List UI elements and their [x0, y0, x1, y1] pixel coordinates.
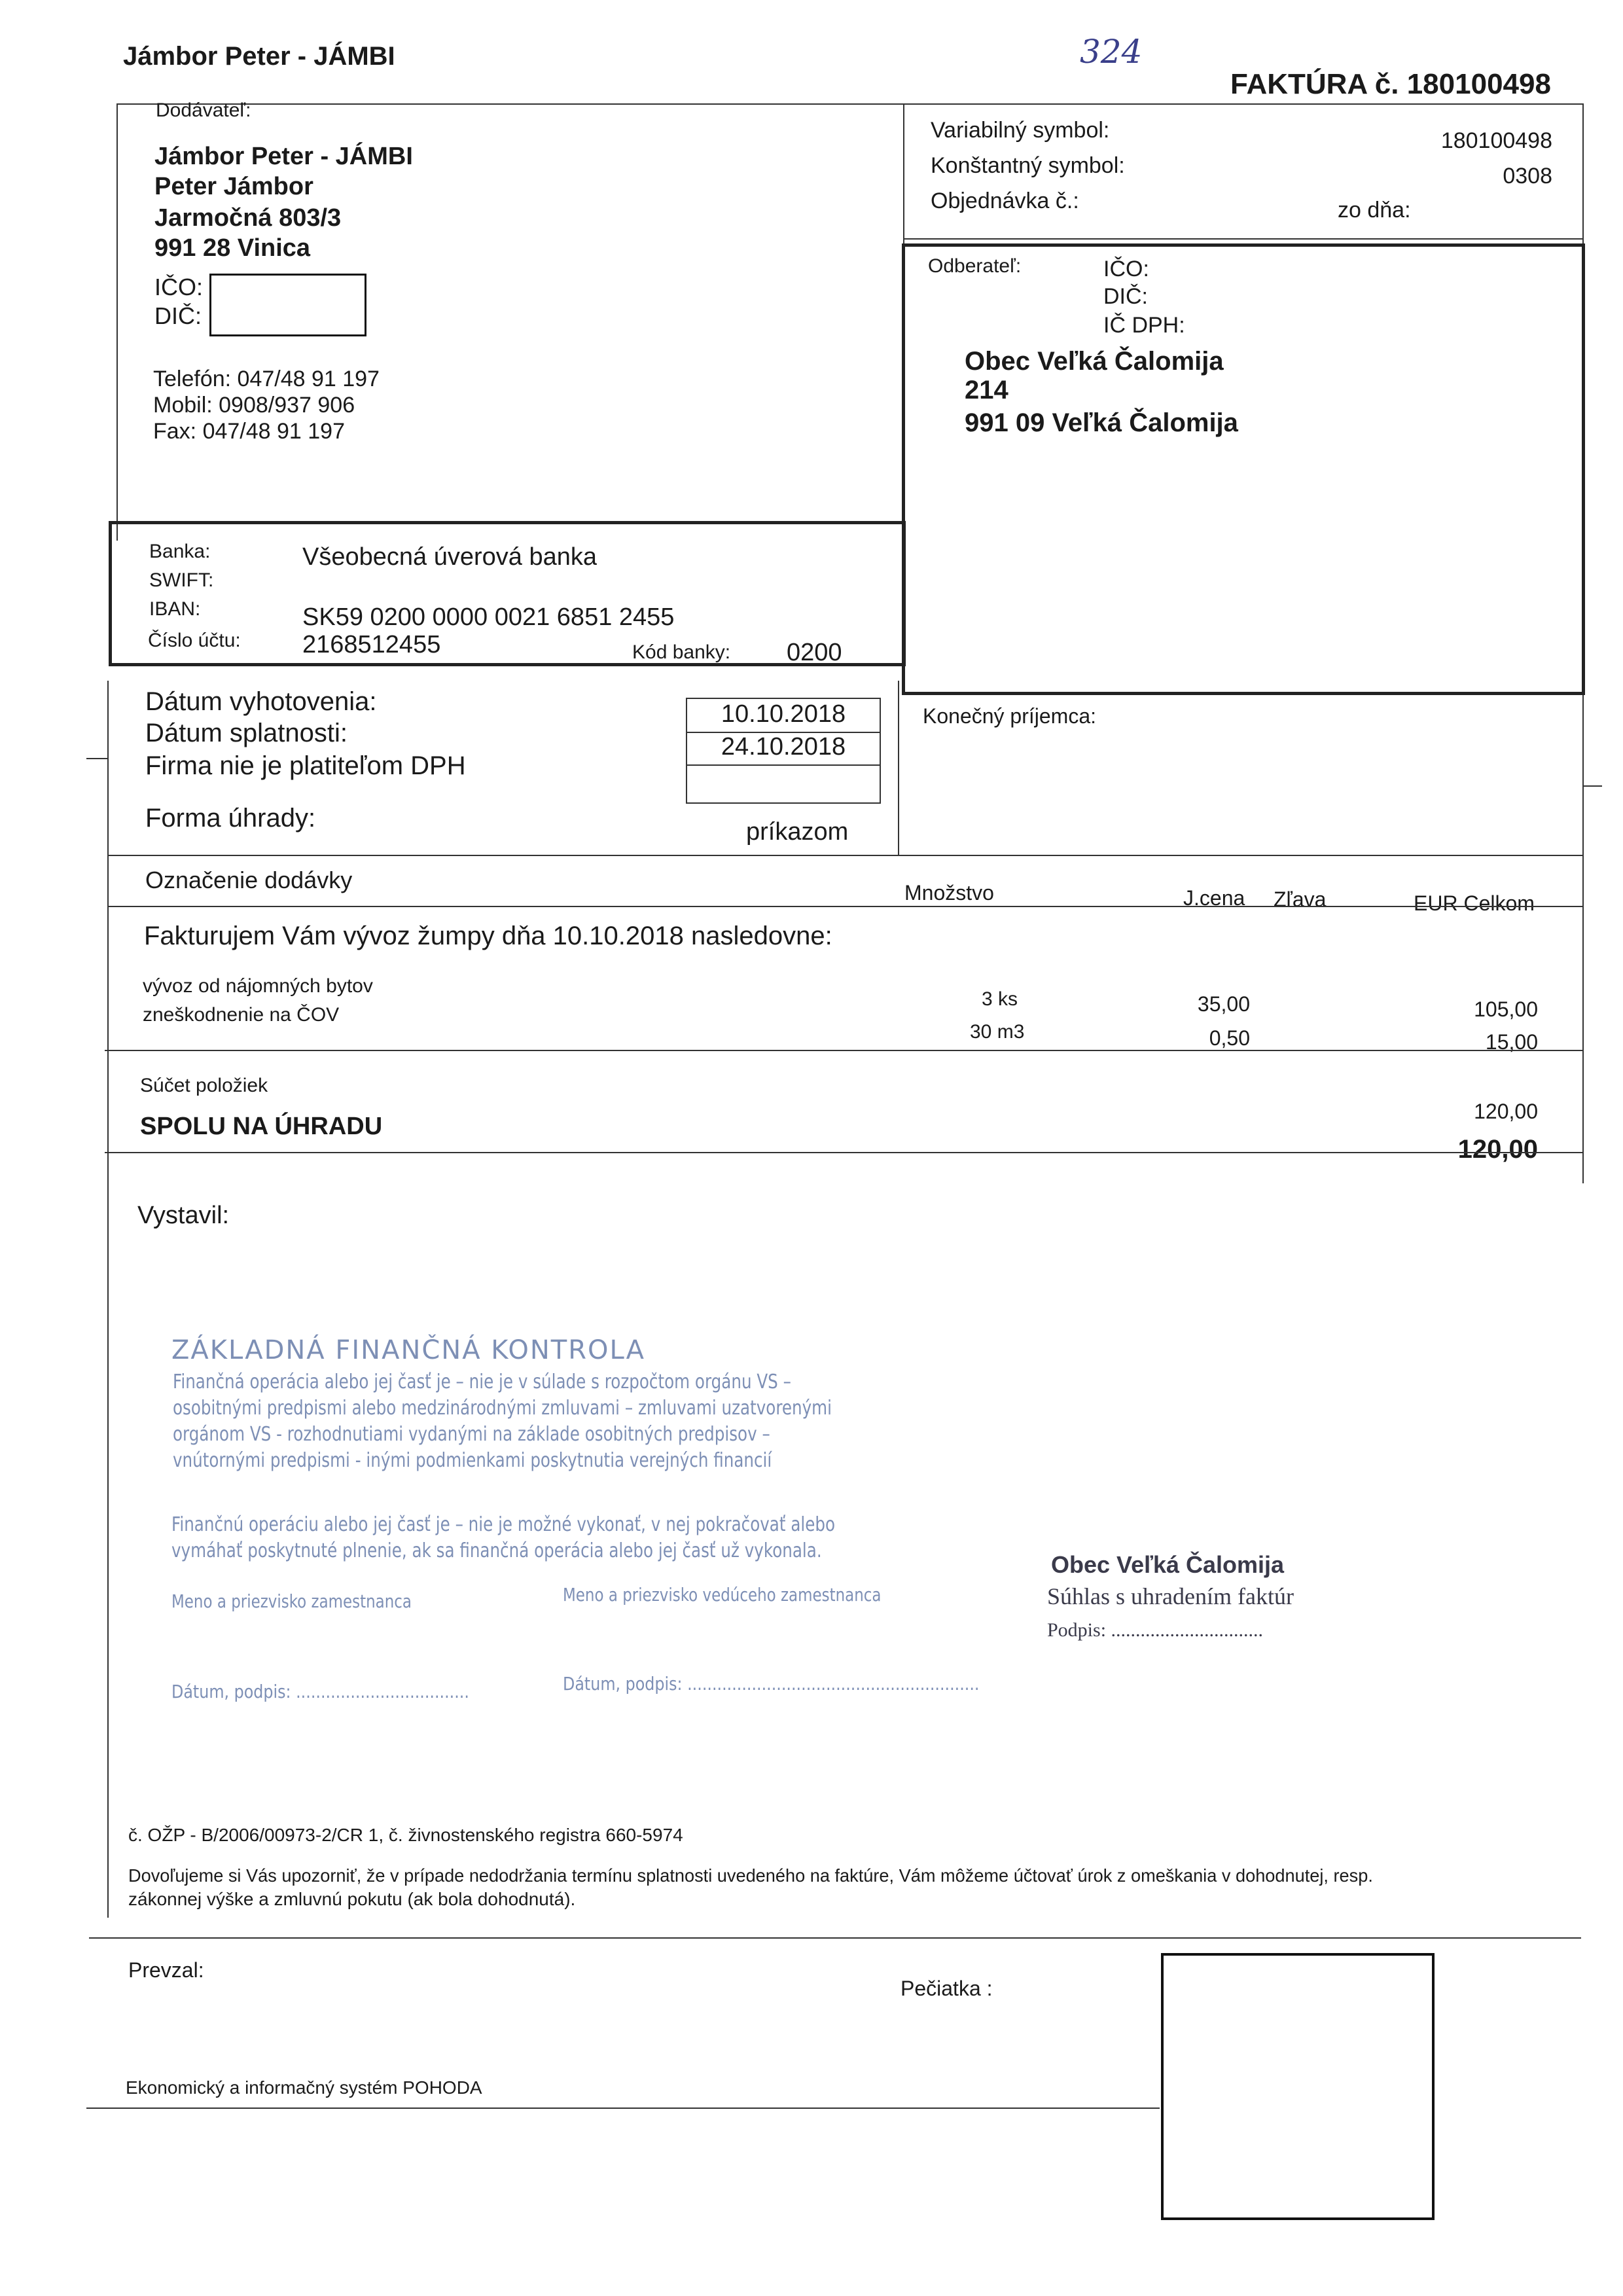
swift-label: SWIFT: — [149, 569, 214, 591]
issued-by-label: Vystavil: — [137, 1202, 230, 1229]
constant-symbol-label: Konštantný symbol: — [931, 153, 1125, 178]
received-label: Prevzal: — [128, 1958, 204, 1982]
variable-symbol-label: Variabilný symbol: — [931, 118, 1110, 143]
stamp-date-1: Dátum, podpis: ................................... — [171, 1681, 469, 1702]
supplier-person: Peter Jámbor — [154, 173, 313, 200]
col-total: EUR Celkom — [1414, 891, 1535, 915]
symbols-bottom-rule — [903, 238, 1584, 240]
row-2-price: 0,50 — [1209, 1026, 1250, 1050]
invoice-title: FAKTÚRA č. 180100498 — [1230, 68, 1551, 100]
stamp-text-2 — [171, 1512, 835, 1564]
col-unit-price: J.cena — [1183, 886, 1245, 910]
fold-mark-right — [1582, 785, 1602, 787]
supplier-label: Dodávateľ: — [156, 99, 251, 121]
supplier-phone: Telefón: 047/48 91 197 — [153, 367, 380, 391]
sum-label: Súčet položiek — [140, 1075, 268, 1096]
supplier-street: Jarmočná 803/3 — [154, 204, 342, 232]
customer-number: 214 — [965, 376, 1008, 404]
order-date-label: zo dňa: — [1338, 198, 1411, 223]
stamp-line-2: osobitnými predpismi alebo medzinárodnými zmluvami – zmluvami uzatvorenými — [173, 1397, 832, 1420]
notice-line-1: Dovoľujeme si Vás upozorniť, že v prípade nedodržania termínu splatnosti uvedeného na faktúre, Vám môžeme účtovať úrok z omeškania v dohodnutej, resp. — [128, 1865, 1373, 1886]
bank-value: Všeobecná úverová banka — [302, 543, 597, 571]
fold-mark-left — [86, 758, 107, 759]
stamp-text — [173, 1369, 832, 1474]
supplier-fax: Fax: 047/48 91 197 — [153, 419, 346, 444]
vat-note: Firma nie je platiteľom DPH — [145, 751, 466, 780]
row-2-quantity: 30 m3 — [970, 1021, 1025, 1043]
constant-symbol-value: 0308 — [1503, 164, 1552, 188]
customer-box — [902, 243, 1585, 695]
row-1-total: 105,00 — [1474, 997, 1538, 1021]
stamp-sign-1: Meno a priezvisko zamestnanca — [171, 1590, 412, 1612]
supplier-city: 991 28 Vinica — [154, 234, 311, 262]
order-label: Objednávka č.: — [931, 188, 1079, 213]
approval-sign: Podpis: ............................... — [1047, 1619, 1264, 1641]
total-value: 120,00 — [1457, 1135, 1538, 1164]
supplier-name: Jámbor Peter - JÁMBI — [154, 143, 413, 170]
seal-box — [1161, 1953, 1435, 2220]
seal-label: Pečiatka : — [901, 1977, 993, 2000]
payment-label: Forma úhrady: — [145, 804, 316, 833]
row-2-total: 15,00 — [1485, 1030, 1538, 1054]
final-recipient-label: Konečný príjemca: — [923, 704, 1097, 728]
supplier-dic-label: DIČ: — [154, 302, 202, 329]
account-value: 2168512455 — [302, 631, 441, 658]
col-discount: Zľava — [1274, 888, 1327, 911]
issue-date-label: Dátum vyhotovenia: — [145, 687, 377, 716]
stamp-date-2: Dátum, podpis: ........................................................... — [563, 1673, 980, 1695]
stamp-line-4: vnútornými predpismi - inými podmienkami poskytnutia verejných financií — [173, 1449, 772, 1472]
handwritten-note: 324 — [1080, 33, 1143, 71]
sum-value: 120,00 — [1474, 1100, 1538, 1123]
table-top-rule — [107, 855, 1582, 856]
row-1-price: 35,00 — [1197, 992, 1250, 1016]
invoice-intro: Fakturujem Vám vývoz žumpy dňa 10.10.2018 nasledovne: — [144, 922, 832, 950]
col-description: Označenie dodávky — [145, 867, 353, 893]
totals-rule — [105, 1152, 1582, 1153]
due-date-value: 24.10.2018 — [721, 733, 846, 761]
redacted-box — [209, 274, 366, 336]
iban-label: IBAN: — [149, 598, 201, 620]
total-label: SPOLU NA ÚHRADU — [140, 1113, 383, 1140]
issue-date-value: 10.10.2018 — [721, 700, 846, 728]
supplier-mobile: Mobil: 0908/937 906 — [153, 393, 355, 418]
approval-text: Súhlas s uhradením faktúr — [1047, 1583, 1294, 1609]
customer-name: Obec Veľká Čalomija — [965, 347, 1224, 376]
supplier-left-border — [116, 103, 118, 541]
variable-symbol-value: 180100498 — [1440, 128, 1552, 153]
bottom-rule — [86, 2108, 1160, 2109]
customer-city: 991 09 Veľká Čalomija — [965, 408, 1238, 437]
row-1-description: vývoz od nájomných bytov — [143, 975, 373, 997]
table-body-rule — [105, 1050, 1582, 1051]
company-header: Jámbor Peter - JÁMBI — [123, 42, 395, 71]
stamp-line-6: vymáhať poskytnuté plnenie, ak sa finančná operácia alebo jej časť už vykonala. — [171, 1539, 822, 1562]
customer-label: Odberateľ: — [928, 255, 1022, 277]
approval-name: Obec Veľká Čalomija — [1051, 1551, 1285, 1578]
notice-line-2: zákonnej výške a zmluvnú pokutu (ak bola dohodnutá). — [128, 1889, 576, 1909]
row-2-description: zneškodnenie na ČOV — [143, 1004, 340, 1026]
col-quantity: Množstvo — [904, 881, 994, 905]
footer-rule — [89, 1937, 1581, 1939]
top-rule — [118, 103, 1584, 105]
customer-icdph-label: IČ DPH: — [1103, 313, 1185, 338]
dates-box-rule-2 — [686, 764, 881, 766]
due-date-label: Dátum splatnosti: — [145, 719, 348, 747]
table-header-rule — [107, 906, 1582, 907]
row-1-quantity: 3 ks — [982, 988, 1018, 1010]
customer-ico-label: IČO: — [1103, 257, 1149, 281]
stamp-title: ZÁKLADNÁ FINANČNÁ KONTROLA — [171, 1335, 646, 1365]
license-note: č. OŽP - B/2006/00973-2/CR 1, č. živnostenského registra 660-5974 — [128, 1825, 683, 1845]
customer-dic-label: DIČ: — [1103, 284, 1148, 309]
bank-code-label: Kód banky: — [632, 641, 731, 663]
system-note: Ekonomický a informačný systém POHODA — [126, 2077, 482, 2098]
iban-value: SK59 0200 0000 0021 6851 2455 — [302, 603, 675, 631]
main-left-border — [107, 681, 109, 1918]
bank-code-value: 0200 — [787, 639, 842, 666]
bank-label: Banka: — [149, 541, 211, 562]
dates-divider — [898, 681, 899, 856]
stamp-line-5: Finančnú operáciu alebo jej časť je – nie je možné vykonať, v nej pokračovať alebo — [171, 1513, 836, 1536]
stamp-line-1: Finančná operácia alebo jej časť je – nie je v súlade s rozpočtom orgánu VS – — [173, 1371, 791, 1393]
stamp-line-3: orgánom VS - rozhodnutiami vydanými na základe osobitných predpisov – — [173, 1423, 770, 1446]
account-label: Číslo účtu: — [148, 630, 241, 651]
payment-value: príkazom — [746, 818, 849, 846]
supplier-ico-label: IČO: — [154, 274, 204, 300]
stamp-sign-2: Meno a priezvisko vedúceho zamestnanca — [563, 1584, 882, 1605]
